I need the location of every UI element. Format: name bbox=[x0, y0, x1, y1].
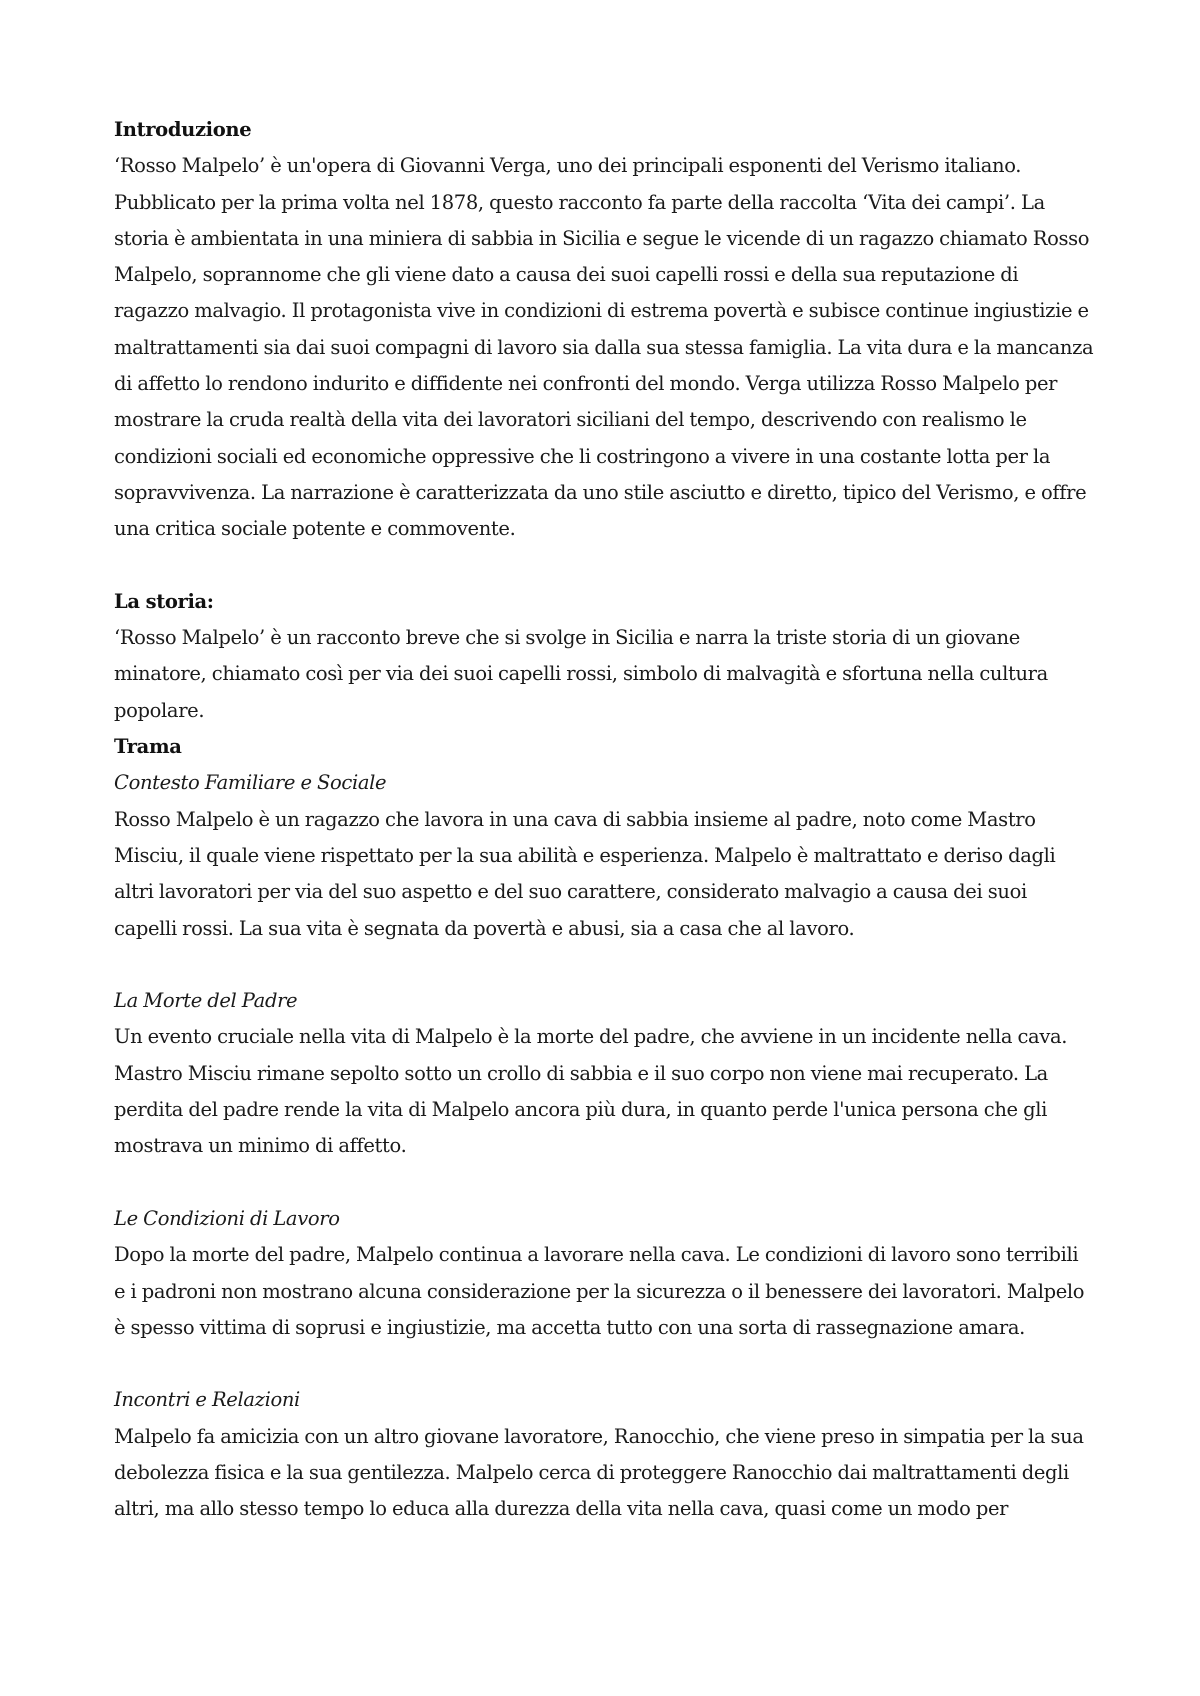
section-text-family-context: Rosso Malpelo è un ragazzo che lavora in una cava di sabbia insieme al padre, noto come Mastro Misciu, il quale viene rispettato per la sua abilità e esperienza. Malpelo è maltrattato e deriso dagli altri lavoratori per via del suo aspetto e del suo carattere, considerato malvagio a causa dei suoi capelli rossi. La sua vita è segnata da povertà e abusi, sia a casa che al lavoro. bbox=[114, 807, 1056, 940]
story-heading: La storia: bbox=[114, 589, 214, 613]
intro-paragraph: ‘Rosso Malpelo’ è un'opera di Giovanni Verga, uno dei principali esponenti del Verismo italiano. Pubblicato per la prima volta nel 1878, questo racconto fa parte della raccolta ‘Vita dei campi’. La storia è ambientata in una miniera di sabbia in Sicilia e segue le vicende di un ragazzo chiamato Rosso Malpelo, soprannome che gli viene dato a causa dei suoi capelli rossi e della sua reputazione di ragazzo malvagio. Il protagonista vive in condizioni di estrema povertà e subisce continue ingiustizie e maltrattamenti sia dai suoi compagni di lavoro sia dalla sua stessa famiglia. La vita dura e la mancanza di affetto lo rendono indurito e diffidente nei confronti del mondo. Verga utilizza Rosso Malpelo per mostrare la cruda realtà della vita dei lavoratori siciliani del tempo, descrivendo con realismo le condizioni sociali ed economiche oppressive che li costringono a vivere in una costante lotta per la sopravvivenza. La narrazione è caratterizzata da uno stile asciutto e diretto, tipico del Verismo, e offre una critica sociale potente e commovente. bbox=[114, 154, 1094, 541]
story-paragraph: ‘Rosso Malpelo’ è un racconto breve che si svolge in Sicilia e narra la triste storia di un giovane minatore, chiamato così per via dei suoi capelli rossi, simbolo di malvagità e sfortuna nella cultura popolare. bbox=[114, 626, 1048, 722]
intro-heading: Introduzione bbox=[114, 118, 252, 141]
plot-heading: Trama bbox=[114, 735, 182, 759]
section-title-father-death: La Morte del Padre bbox=[114, 989, 298, 1013]
section-text-work-conditions: Dopo la morte del padre, Malpelo continua a lavorare nella cava. Le condizioni di lavoro sono terribili e i padroni non mostrano alcuna considerazione per la sicurezza o il benessere dei lavoratori. Malpelo è spesso vittima di soprusi e ingiustizie, ma accetta tutto con una sorta di rassegnazione amara. bbox=[114, 1243, 1085, 1339]
section-title-family-context: Contesto Familiare e Sociale bbox=[114, 771, 387, 795]
paragraph-spacer bbox=[114, 947, 1094, 983]
section-title-work-conditions: Le Condizioni di Lavoro bbox=[114, 1206, 340, 1230]
paragraph-spacer bbox=[114, 1346, 1094, 1382]
section-text-father-death: Un evento cruciale nella vita di Malpelo è la morte del padre, che avviene in un incidente nella cava. Mastro Misciu rimane sepolto sotto un crollo di sabbia e il suo corpo non viene mai recuperato. La perdita del padre rende la vita di Malpelo ancora più dura, in quanto perde l'unica persona che gli mostrava un minimo di affetto. bbox=[114, 1025, 1068, 1158]
document-page bbox=[114, 112, 1094, 1528]
paragraph-spacer bbox=[114, 1165, 1094, 1201]
paragraph-spacer bbox=[114, 548, 1094, 584]
section-text-encounters: Malpelo fa amicizia con un altro giovane lavoratore, Ranocchio, che viene preso in simpatia per la sua debolezza fisica e la sua gentilezza. Malpelo cerca di proteggere Ranocchio dai maltrattamenti degli altri, ma allo stesso tempo lo educa alla durezza della vita nella cava, quasi come un modo per bbox=[114, 1424, 1084, 1521]
section-title-encounters: Incontri e Relazioni bbox=[114, 1388, 300, 1412]
